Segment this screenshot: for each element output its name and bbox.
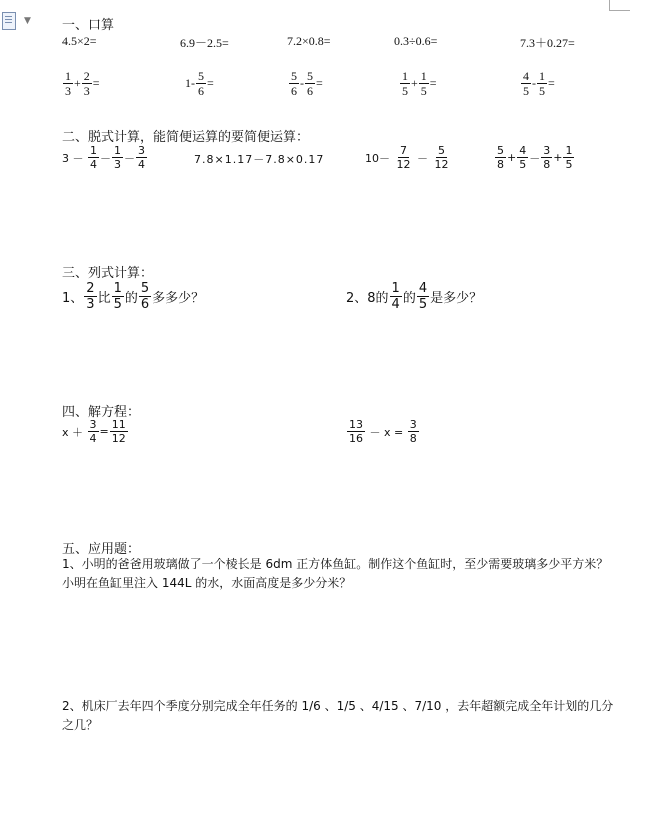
equation-1: x ＋ $\frac{3}{4}$ = $\frac{11}{12}$ (62, 418, 126, 445)
word-calc-1: 1、 $\frac{2}{3}$ 比 $\frac{1}{5}$ 的 $\frac{5}{6}$ 多多少？ (62, 281, 205, 312)
oral-frac-5: $\frac{4}{5}$ - $\frac{1}{5}$ = (523, 69, 555, 98)
section-3-title: 三、列式计算： (62, 266, 154, 281)
oral-calc-1: 4.5×2= (62, 34, 97, 48)
document-icon (2, 12, 18, 30)
expr-4: $\frac{5}{8}$ + $\frac{4}{5}$ － $\frac{3}{8}$ + $\frac{1}{5}$ (497, 144, 573, 171)
expr-2: 7.8×1.17－7.8×0.17 (194, 153, 325, 166)
section-4-title: 四、解方程： (62, 405, 141, 420)
oral-calc-2: 6.9－2.5= (180, 36, 229, 50)
equation-2: $\frac{13}{16}$ － x = $\frac{3}{8}$ (349, 418, 417, 445)
chevron-down-icon: ▼ (24, 16, 31, 26)
expr-3: 10－ $\frac{7}{12}$ － $\frac{5}{12}$ (365, 144, 449, 171)
section-1-title: 一、口算 (62, 18, 115, 33)
oral-calc-5: 7.3＋0.27= (520, 36, 575, 50)
section-5-title: 五、应用题： (62, 542, 141, 557)
section-2-title: 二、脱式计算，能简便运算的要简便运算： (62, 130, 310, 145)
word-problem-2: 2、机床厂去年四个季度分别完成全年任务的 1/6 、1/5 、4/15 、7/10 ，去年超额完成全年计划的几分之几？ (62, 699, 614, 732)
word-problem-1: 1、小明的爸爸用玻璃做了一个棱长是 6dm 正方体鱼缸。制作这个鱼缸时，至少需要玻璃多少平方米？小明在鱼缸里注入 144L 的水，水面高度是多少分米？ (62, 557, 609, 590)
page-corner-mark (609, 0, 630, 11)
oral-calc-3: 7.2×0.8= (287, 34, 331, 48)
expr-1: 3 － $\frac{1}{4}$ － $\frac{1}{3}$ － $\frac{3}{4}$ (62, 144, 145, 171)
oral-frac-2: 1- $\frac{5}{6}$ = (185, 69, 214, 98)
oral-frac-1: $\frac{1}{3}$ + $\frac{2}{3}$ = (65, 69, 100, 98)
word-calc-2: 2、8的 $\frac{1}{4}$ 的 $\frac{4}{5}$ 是多少？ (346, 281, 483, 312)
oral-calc-4: 0.3÷0.6= (394, 34, 438, 48)
oral-frac-4: $\frac{1}{5}$ + $\frac{1}{5}$ = (402, 69, 437, 98)
oral-frac-3: $\frac{5}{6}$ - $\frac{5}{6}$ = (291, 69, 323, 98)
